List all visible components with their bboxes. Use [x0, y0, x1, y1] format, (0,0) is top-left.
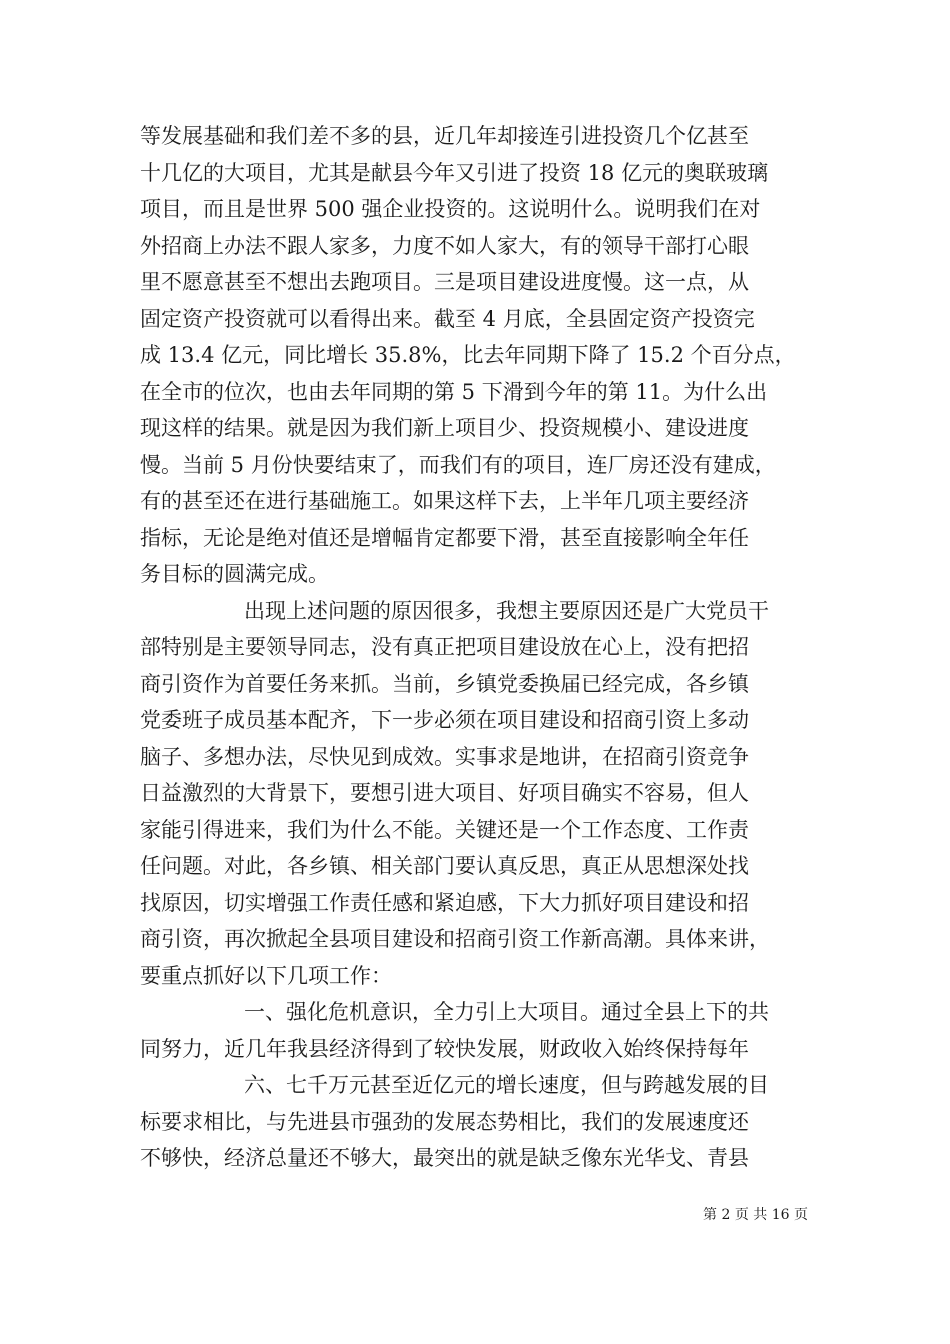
- text-line: 不够快，经济总量还不够大，最突出的就是缺乏像东光华戈、青县: [140, 1146, 749, 1170]
- text-line: 脑子、多想办法，尽快见到成效。实事求是地讲，在招商引资竞争: [140, 744, 749, 769]
- text-line: 十几亿的大项目，尤其是献县今年又引进了投资 18 亿元的奥联玻璃: [140, 160, 769, 185]
- text-line: 外招商上办法不跟人家多，力度不如人家大，有的领导干部打心眼: [140, 233, 749, 258]
- text-line: 日益激烈的大背景下，要想引进大项目、好项目确实不容易，但人: [140, 781, 749, 805]
- text-line: 党委班子成员基本配齐，下一步必须在项目建设和招商引资上多动: [140, 708, 749, 732]
- body-text: [140, 118, 820, 1177]
- text-line: 指标，无论是绝对值还是增幅肯定都要下滑，甚至直接影响全年任: [140, 525, 749, 550]
- paragraph-first-line: 出现上述问题的原因很多，我想主要原因还是广大党员干: [244, 598, 769, 623]
- text-line: 要重点抓好以下几项工作：: [140, 963, 392, 988]
- text-line: 部特别是主要领导同志，没有真正把项目建设放在心上，没有把招: [140, 635, 749, 659]
- text-line: 固定资产投资就可以看得出来。截至 4 月底，全县固定资产投资完: [140, 306, 755, 331]
- text-line: 在全市的位次，也由去年同期的第 5 下滑到今年的第 11。为什么出: [140, 379, 768, 404]
- text-line: 现这样的结果。就是因为我们新上项目少、投资规模小、建设进度: [140, 416, 749, 440]
- text-line: 标要求相比，与先进县市强劲的发展态势相比，我们的发展速度还: [140, 1109, 749, 1134]
- text-line: 商引资作为首要任务来抓。当前，乡镇党委换届已经完成，各乡镇: [140, 671, 749, 696]
- page-number: 第 2 页 共 16 页: [703, 1207, 808, 1223]
- text-line: 商引资，再次掀起全县项目建设和招商引资工作新高潮。具体来讲，: [140, 927, 770, 951]
- text-line: 任问题。对此，各乡镇、相关部门要认真反思，真正从思想深处找: [140, 854, 749, 878]
- text-line: 项目，而且是世界 500 强企业投资的。这说明什么。说明我们在对: [140, 197, 761, 221]
- text-line: 务目标的圆满完成。: [140, 562, 329, 586]
- text-line: 同努力，近几年我县经济得到了较快发展，财政收入始终保持每年: [140, 1036, 749, 1061]
- text-line: 有的甚至还在进行基础施工。如果这样下去，上半年几项主要经济: [140, 489, 749, 513]
- text-line: 家能引得进来，我们为什么不能。关键还是一个工作态度、工作责: [140, 817, 749, 842]
- paragraph-first-line: 六、七千万元甚至近亿元的增长速度，但与跨越发展的目: [244, 1073, 769, 1097]
- text-line: 里不愿意甚至不想出去跑项目。三是项目建设进度慢。这一点，从: [140, 270, 749, 294]
- text-line: 等发展基础和我们差不多的县，近几年却接连引进投资几个亿甚至: [140, 124, 749, 148]
- text-line: 慢。当前 5 月份快要结束了，而我们有的项目，连厂房还没有建成，: [140, 452, 776, 477]
- section-heading-line: 一、强化危机意识，全力引上大项目。通过全县上下的共: [244, 1000, 769, 1024]
- text-line: 找原因，切实增强工作责任感和紧迫感，下大力抓好项目建设和招: [140, 890, 749, 915]
- text-line: 成 13.4 亿元，同比增长 35.8%，比去年同期下降了 15.2 个百分点，: [140, 343, 796, 367]
